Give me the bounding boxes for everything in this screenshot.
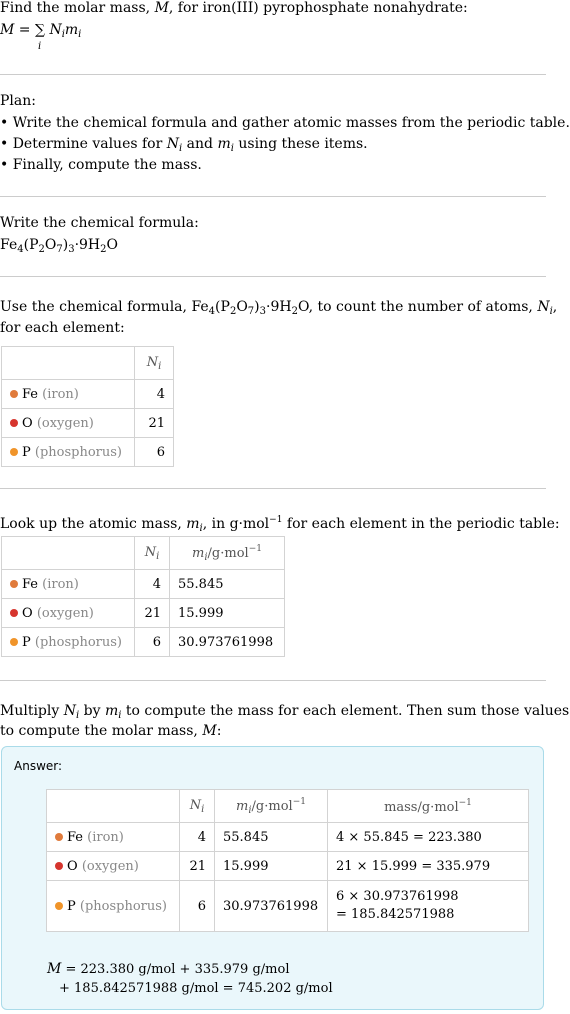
table-row: Fe (iron) 4 55.845 4 × 55.845 = 223.380 <box>47 823 529 852</box>
intro-prefix: Find the molar mass, <box>0 0 155 16</box>
table-row: Fe (iron) 4 <box>2 380 174 409</box>
result-table <box>46 789 529 932</box>
count-line-1: Use the chemical formula, $Fe_4(P_2O_7)_3\cdot 9H_2O$, to count the number of atoms, $N_i$, <box>0 299 558 317</box>
table-row: P (phosphorus) 6 30.973761998 6 × 30.973761998 = 185.842571988 <box>47 881 529 932</box>
answer-box <box>1 746 544 1010</box>
element-dot-icon <box>10 390 18 398</box>
divider-2 <box>0 196 546 197</box>
sum-formula: M = ∑ i $N_im_i$ <box>0 22 82 52</box>
formula-title: Write the chemical formula: <box>0 215 199 231</box>
intro-suffix: , for iron(III) pyrophosphate nonahydrate: <box>168 0 468 16</box>
plan-step-2: • Determine values for $N_i$ and $m_i$ using these items. <box>0 136 368 154</box>
element-dot-icon <box>55 862 63 870</box>
table-header-row: $N_i$ <box>2 347 174 380</box>
table-row: P (phosphorus) 6 30.973761998 <box>2 628 285 657</box>
divider-4 <box>0 488 546 489</box>
molar-mass-var: M <box>154 0 169 16</box>
plan-step-3: • Finally, compute the mass. <box>0 157 202 173</box>
multiply-line-2: to compute the molar mass, M: <box>0 723 222 739</box>
plan-step-1: • Write the chemical formula and gather atomic masses from the periodic table. <box>0 115 570 131</box>
table-header-row: $N_i$ $m_i/g\cdot mol^{-1}$ mass/g·mol$^{-1}$ <box>47 790 529 823</box>
answer-label: Answer: <box>14 759 63 773</box>
intro-line <box>0 0 468 18</box>
table-row: O (oxygen) 21 15.999 21 × 15.999 = 335.979 <box>47 852 529 881</box>
element-dot-icon <box>10 609 18 617</box>
table-row: P (phosphorus) 6 <box>2 438 174 467</box>
divider-1 <box>0 74 546 75</box>
element-dot-icon <box>10 580 18 588</box>
count-line-2: for each element: <box>0 320 125 336</box>
lookup-line: Look up the atomic mass, $m_i$, in g·mol$^{-1}$ for each element in the periodic table: <box>0 515 560 534</box>
element-dot-icon <box>55 833 63 841</box>
multiply-line-1: Multiply $N_i$ by $m_i$ to compute the mass for each element. Then sum those values <box>0 703 570 721</box>
element-dot-icon <box>10 419 18 427</box>
element-dot-icon <box>10 448 18 456</box>
final-result-line-2: + 185.842571988 g/mol = 745.202 g/mol <box>59 981 333 996</box>
divider-5 <box>0 680 546 681</box>
plan-title: Plan: <box>0 93 36 109</box>
final-result-line-1: M = 223.380 g/mol + 335.979 g/mol <box>47 961 290 977</box>
chemical-formula: $Fe_4(P_2O_7)_3\cdot 9H_2O$ <box>0 237 119 255</box>
count-table <box>1 346 174 467</box>
table-row: Fe (iron) 4 55.845 <box>2 570 285 599</box>
element-dot-icon <box>55 902 63 910</box>
table-header-row: $N_i$ $m_i/g\cdot mol^{-1}$ <box>2 537 285 570</box>
divider-3 <box>0 276 546 277</box>
element-dot-icon <box>10 638 18 646</box>
mass-table <box>1 536 285 657</box>
table-row: O (oxygen) 21 15.999 <box>2 599 285 628</box>
table-row: O (oxygen) 21 <box>2 409 174 438</box>
